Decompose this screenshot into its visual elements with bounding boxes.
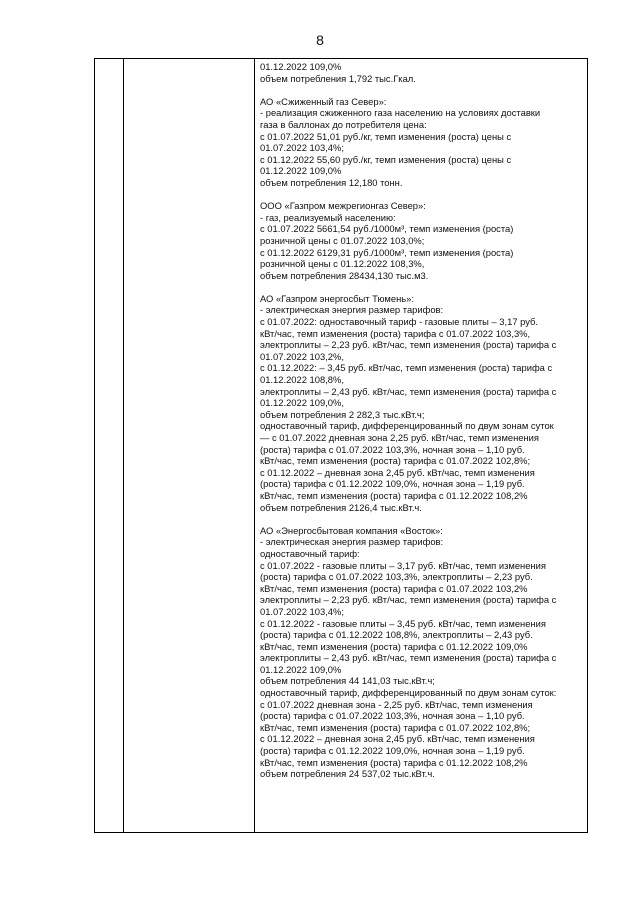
text-line: - газ, реализуемый населению: (260, 211, 396, 223)
text-line: с 01.12.2022 6129,31 руб./1000м³, темп изменения (роста) (260, 246, 514, 258)
text-line: 01.07.2022 103,4%; (260, 605, 344, 617)
text-line: (роста) тарифа с 01.07.2022 103,3%, ночная зона – 1,10 руб. (260, 710, 525, 722)
text-line: АО «Сжиженный газ Север»: (260, 95, 387, 107)
text-line: с 01.07.2022: одноставочный тариф - газовые плиты – 3,17 руб. (260, 316, 539, 328)
text-line: 01.07.2022 103,2%, (260, 350, 344, 362)
text-line: (роста) тарифа с 01.12.2022 108,8%, электроплиты – 2,43 руб. (260, 629, 533, 641)
text-line: объем потребления 1,792 тыс.Гкал. (260, 72, 416, 84)
text-line: кВт/час, темп изменения (роста) тарифа с 01.12.2022 108,2% (260, 489, 528, 501)
text-line: АО «Энергосбытовая компания «Восток»: (260, 524, 443, 536)
text-line: кВт/час, темп изменения (роста) тарифа с 01.12.2022 108,2% (260, 756, 528, 768)
text-line: с 01.12.2022 - газовые плиты – 3,45 руб. кВт/час, темп изменения (260, 617, 546, 629)
text-line: (роста) тарифа с 01.12.2022 109,0%, ночная зона – 1,19 руб. (260, 745, 525, 757)
text-line: АО «Газпром энергосбыт Тюмень»: (260, 292, 414, 304)
text-line: - электрическая энергия размер тарифов: (260, 536, 444, 548)
text-line: с 01.12.2022 55,60 руб./кг, темп изменения (роста) цены с (260, 153, 512, 165)
column-divider (123, 59, 124, 832)
page-number: 8 (316, 32, 324, 48)
text-line: одноставочный тариф, дифференцированный по двум зонам суток: (260, 687, 557, 699)
text-line: объем потребления 44 141,03 тыс.кВт.ч; (260, 675, 435, 687)
text-line: с 01.12.2022 – дневная зона 2,45 руб. кВт/час, темп изменения (260, 733, 535, 745)
text-line: объем потребления 12,180 тонн. (260, 176, 403, 188)
text-line: 01.07.2022 103,4%; (260, 142, 344, 154)
text-line: электроплиты – 2,43 руб. кВт/час, темп изменения (роста) тарифа с (260, 385, 557, 397)
text-line: газа в баллонах до потребителя цена: (260, 118, 427, 130)
text-line: одноставочный тариф, дифференцированный по двум зонам суток (260, 420, 554, 432)
text-line: розничной цены с 01.07.2022 103,0%; (260, 234, 425, 246)
text-line: электроплиты – 2,23 руб. кВт/час, темп изменения (роста) тарифа с (260, 339, 557, 351)
text-line: 01.12.2022 109,0% (260, 663, 342, 675)
text-line: с 01.07.2022 дневная зона - 2,25 руб. кВт/час, темп изменения (260, 698, 533, 710)
text-line: объем потребления 28434,130 тыс.м3. (260, 269, 429, 281)
text-line: — с 01.07.2022 дневная зона 2,25 руб. кВт/час, темп изменения (260, 432, 539, 443)
blank-line (260, 281, 583, 293)
document-table (94, 58, 588, 833)
text-line: объем потребления 2 282,3 тыс.кВт.ч; (260, 408, 425, 420)
text-line: (роста) тарифа с 01.07.2022 103,3%, ночная зона – 1,10 руб. (260, 443, 525, 455)
text-line: 01.12.2022 108,8%, (260, 374, 344, 386)
text-line: кВт/час, темп изменения (роста) тарифа с 01.07.2022 102,8%; (260, 721, 531, 733)
blank-line (260, 189, 583, 201)
text-line: 01.12.2022 109,0% (260, 61, 342, 72)
text-line: одноставочный тариф: (260, 547, 360, 559)
text-line: электроплиты – 2,43 руб. кВт/час, темп изменения (роста) тарифа с (260, 652, 557, 664)
text-line: с 01.07.2022 51,01 руб./кг, темп изменения (роста) цены с (260, 130, 512, 142)
text-line: с 01.12.2022 – дневная зона 2,45 руб. кВт/час, темп изменения (260, 466, 535, 478)
text-line: кВт/час, темп изменения (роста) тарифа с 01.07.2022 103,2% (260, 582, 528, 594)
text-line: (роста) тарифа с 01.07.2022 103,3%, электроплиты – 2,23 руб. (260, 571, 533, 583)
text-line: кВт/час, темп изменения (роста) тарифа с 01.07.2022 103,3%, (260, 327, 531, 339)
text-line: электроплиты – 2,23 руб. кВт/час, темп изменения (роста) тарифа с (260, 594, 557, 606)
text-line: с 01.07.2022 5661,54 руб./1000м³, темп изменения (роста) (260, 223, 514, 235)
column-divider (254, 59, 255, 832)
text-line: - электрическая энергия размер тарифов: (260, 304, 444, 316)
text-line: розничной цены с 01.12.2022 108,3%, (260, 258, 425, 270)
text-line: кВт/час, темп изменения (роста) тарифа с 01.07.2022 102,8%; (260, 455, 531, 467)
text-line: объем потребления 2126,4 тыс.кВт.ч. (260, 501, 422, 513)
text-line: 01.12.2022 109,0% (260, 165, 342, 177)
text-line: с 01.07.2022 - газовые плиты – 3,17 руб. кВт/час, темп изменения (260, 559, 546, 571)
blank-line (260, 513, 583, 525)
text-line: с 01.12.2022: – 3,45 руб. кВт/час, темп изменения (роста) тарифа с (260, 362, 553, 374)
text-line: (роста) тарифа с 01.12.2022 109,0%, ночная зона – 1,19 руб. (260, 478, 525, 490)
text-line: кВт/час, темп изменения (роста) тарифа с 01.12.2022 109,0% (260, 640, 528, 652)
text-line: 01.12.2022 109,0%, (260, 397, 344, 409)
table-cell-content (260, 61, 583, 780)
text-line: - реализация сжиженного газа населению на условиях доставки (260, 107, 541, 119)
text-line: объем потребления 24 537,02 тыс.кВт.ч. (260, 768, 435, 780)
text-line: ООО «Газпром межрегионгаз Север»: (260, 200, 426, 212)
blank-line (260, 84, 583, 96)
